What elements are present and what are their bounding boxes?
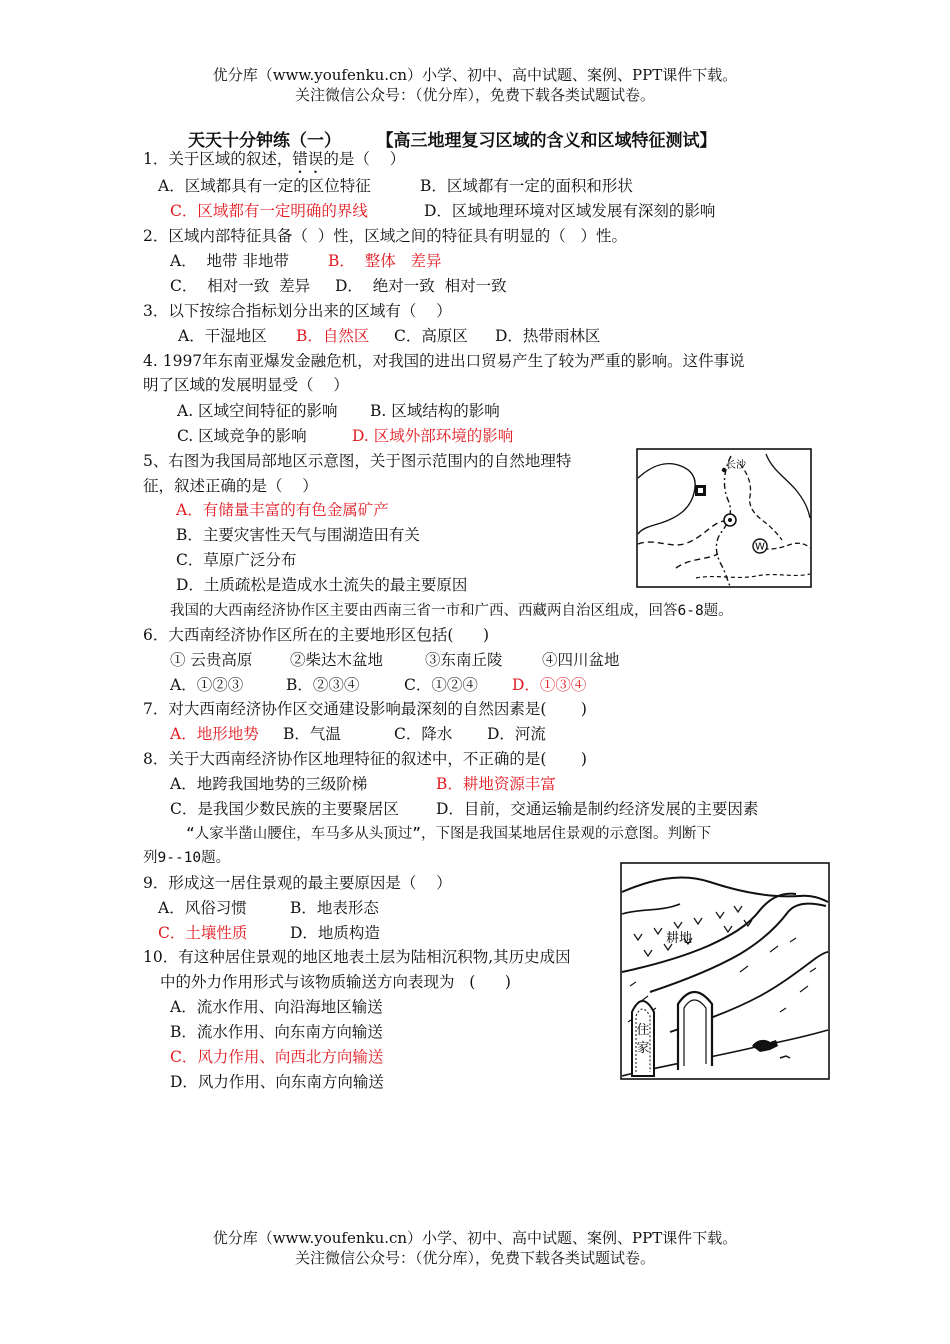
q7-option-b: B．气温 (283, 725, 341, 743)
q10-option-d: D．风力作用、向东南方向输送 (170, 1073, 384, 1091)
q5-option-a: A．有储量丰富的有色金属矿产 (176, 501, 389, 519)
q3-option-d: D．热带雨林区 (495, 327, 601, 345)
q4-option-c: C. 区域竞争的影响 (177, 427, 307, 445)
q5-option-c: C．草原广泛分布 (176, 551, 297, 569)
q7-option-a: A．地形地势 (170, 725, 259, 743)
q9-option-d: D．地质构造 (290, 924, 380, 942)
q1-stem-part-b: 的是（ ） (323, 150, 406, 168)
q4-stem-line-2: 明了区域的发展明显受（ ） (143, 376, 349, 394)
q6-option-b: B．②③④ (286, 676, 360, 694)
q6-option-a: A．①②③ (170, 676, 244, 694)
q1-option-d: D．区域地理环境对区域发展有深刻的影响 (424, 202, 716, 220)
q4-option-b: B. 区域结构的影响 (370, 402, 500, 420)
q2-option-b: B． 整体 差异 (328, 252, 442, 270)
q7-option-d: D．河流 (487, 725, 546, 743)
q4-stem-line-1: 4. 1997年东南亚爆发金融危机，对我国的进出口贸易产生了较为严重的影响。这件事说 (143, 352, 745, 370)
q3-stem: 3．以下按综合指标划分出来的区域有（ ） (143, 302, 452, 320)
footer-line-1: 优分库（www.youfenku.cn）小学、初中、高中试题、案例、PPT课件下载。 (212, 1229, 738, 1247)
q2-option-c: C． 相对一致 差异 (170, 277, 311, 295)
page-title: 天天十分钟练（一） 【高三地理复习区域的含义和区域特征测试】 (188, 131, 717, 151)
q10-option-a: A．流水作用、向沿海地区输送 (170, 998, 383, 1016)
regional-map-figure (636, 448, 812, 588)
q1-stem-emphasis: 错误 (292, 150, 324, 168)
intro-9-10-line-2: 列9--10题。 (143, 850, 231, 866)
intro-6-8: 我国的大西南经济协作区主要由西南三省一市和广西、西藏两自治区组成，回答6-8题。 (170, 603, 733, 619)
q2-option-d: D． 绝对一致 相对一致 (335, 277, 507, 295)
q5-option-b: B．主要灾害性天气与围湖造田有关 (176, 526, 420, 544)
q6-option-c: C．①②④ (404, 676, 478, 694)
q5-stem-line-1: 5、右图为我国局部地区示意图，关于图示范围内的自然地理特 (143, 452, 572, 470)
q6-option-d: D．①③④ (512, 676, 587, 694)
figure-label-home-2: 家 (636, 1041, 650, 1056)
q1-option-b: B．区域都有一定的面积和形状 (420, 177, 633, 195)
cave-dwelling-landscape-figure (620, 862, 830, 1080)
header-line-1: 优分库（www.youfenku.cn）小学、初中、高中试题、案例、PPT课件下载。 (212, 66, 738, 84)
q4-option-d: D. 区域外部环境的影响 (352, 427, 514, 445)
q9-option-a: A．风俗习惯 (158, 899, 247, 917)
q8-stem: 8．关于大西南经济协作区地理特征的叙述中，不正确的是( ) (143, 750, 587, 768)
q7-stem: 7．对大西南经济协作区交通建设影响最深刻的自然因素是( ) (143, 700, 587, 718)
q1-stem-part-a: 1．关于区域的叙述， (143, 150, 293, 168)
q8-option-d: D．目前，交通运输是制约经济发展的主要因素 (436, 800, 759, 818)
figure-label-home-1: 住 (636, 1023, 650, 1038)
q7-option-c: C．降水 (394, 725, 453, 743)
q10-option-b: B．流水作用、向东南方向输送 (170, 1023, 383, 1041)
q6-item-3: ③东南丘陵 (425, 651, 503, 669)
q10-stem-line-2: 中的外力作用形式与该物质输送方向表现为 ( ) (160, 973, 511, 991)
q10-stem-line-1: 10．有这种居住景观的地区地表土层为陆相沉积物,其历史成因 (143, 948, 571, 966)
q6-item-4: ④四川盆地 (542, 651, 620, 669)
q3-option-c: C．高原区 (394, 327, 468, 345)
figure-label-field: 耕地 (666, 931, 693, 946)
q10-option-c: C．风力作用、向西北方向输送 (170, 1048, 384, 1066)
q8-option-b: B．耕地资源丰富 (436, 775, 556, 793)
q2-option-a: A． 地带 非地带 (170, 252, 289, 270)
q6-stem: 6．大西南经济协作区所在的主要地形区包括( ) (143, 626, 490, 644)
q8-option-c: C．是我国少数民族的主要聚居区 (170, 800, 399, 818)
q1-option-a: A．区域都具有一定的区位特征 (158, 177, 371, 195)
q1-stem (143, 148, 405, 177)
q6-item-2: ②柴达木盆地 (290, 651, 384, 669)
header-line-2: 关注微信公众号：（优分库），免费下载各类试题试卷。 (294, 86, 655, 104)
q2-stem: 2．区域内部特征具备（ ）性，区域之间的特征具有明显的（ ）性。 (143, 227, 627, 245)
q5-stem-line-2: 征，叙述正确的是（ ） (143, 477, 318, 495)
intro-9-10-line-1: “人家半凿山腰住，车马多从头顶过”，下图是我国某地居住景观的示意图。判断下 (186, 826, 711, 842)
map-symbol-w: W (755, 541, 765, 553)
q5-option-d: D．土质疏松是造成水土流失的最主要原因 (176, 576, 468, 594)
q9-option-b: B．地表形态 (290, 899, 379, 917)
map-label-changsha: 长沙 (726, 460, 746, 471)
q9-stem: 9．形成这一居住景观的最主要原因是（ ） (143, 874, 452, 892)
q3-option-a: A．干湿地区 (178, 327, 267, 345)
q9-option-c: C．土壤性质 (158, 924, 248, 942)
q4-option-a: A. 区域空间特征的影响 (177, 402, 338, 420)
q8-option-a: A．地跨我国地势的三级阶梯 (170, 775, 368, 793)
q6-item-1: ① 云贵高原 (170, 651, 253, 669)
q3-option-b: B．自然区 (296, 327, 370, 345)
footer-line-2: 关注微信公众号：（优分库），免费下载各类试题试卷。 (294, 1249, 655, 1267)
q1-option-c: C．区域都有一定明确的界线 (170, 202, 368, 220)
